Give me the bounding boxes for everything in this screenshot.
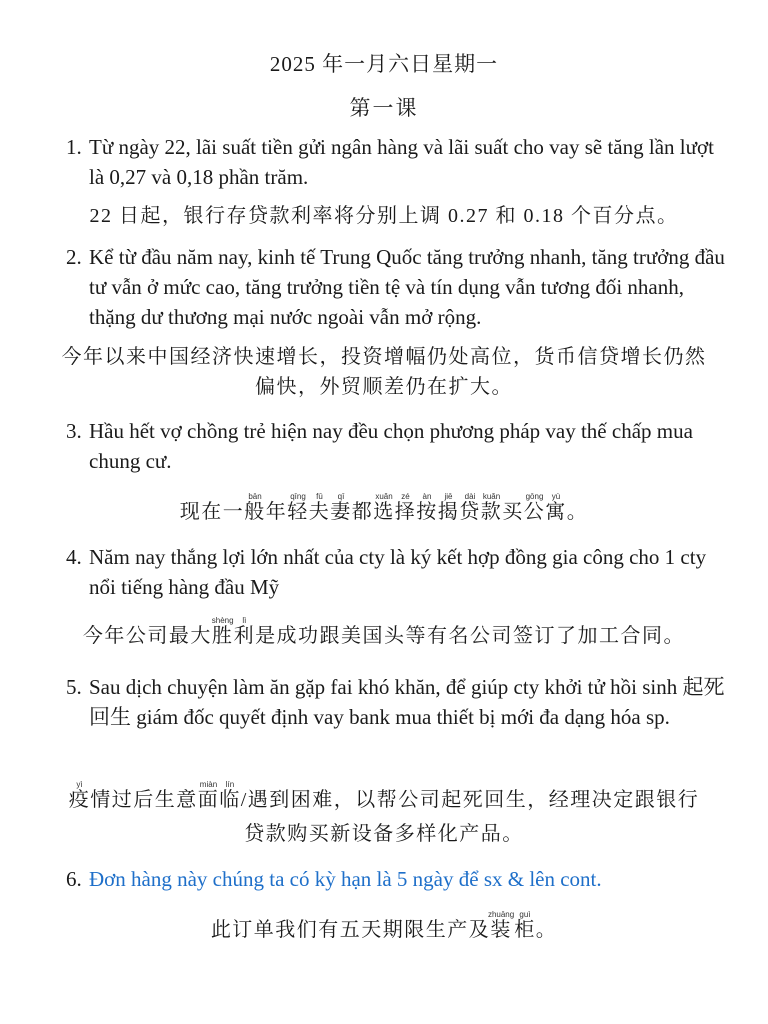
item-3-chinese bbox=[60, 492, 708, 529]
chinese-text-segment: 今年公司最大 bbox=[82, 625, 212, 647]
pinyin-annotated-char: 柜guì bbox=[514, 910, 536, 941]
pinyin-annotation: lín bbox=[219, 780, 241, 789]
pinyin-annotation: shèng bbox=[211, 616, 234, 625]
chinese-text-segment: 此订单我们有五天期限生产及 bbox=[210, 919, 491, 941]
pinyin-annotation: bān bbox=[244, 492, 266, 501]
chinese-text-segment: 年 bbox=[265, 501, 288, 523]
chinese-text-segment: 。 bbox=[566, 501, 589, 523]
item-1-vietnamese bbox=[66, 132, 726, 192]
item-3-vi-text: Hầu hết vợ chồng trẻ hiện nay đều chọn phương pháp vay thế chấp mua chung cư. bbox=[89, 419, 693, 473]
pinyin-annotated-char: 临lín bbox=[219, 780, 241, 811]
chinese-text-segment: 买 bbox=[502, 501, 524, 523]
item-6-vi-text: Đơn hàng này chúng ta có kỳ hạn là 5 ngày để sx & lên cont. bbox=[89, 867, 602, 891]
item-2-chinese: 今年以来中国经济快速增长，投资增幅仍处高位，货币信贷增长仍然偏快，外贸顺差仍在扩大。 bbox=[61, 346, 707, 398]
item-1-vi-text: Từ ngày 22, lãi suất tiền gửi ngân hàng và lãi suất cho vay sẽ tăng lần lượt là 0,27 và 0,18 phần trăm. bbox=[89, 135, 714, 189]
item-4-vi-text: Năm nay thắng lợi lớn nhất của cty là ký kết hợp đồng gia công cho 1 cty nổi tiếng hàng đầu Mỹ bbox=[89, 545, 707, 599]
pinyin-annotated-char: 揭jiē bbox=[437, 492, 460, 523]
item-2-number: 2. bbox=[66, 245, 82, 269]
item-4-number: 4. bbox=[66, 545, 82, 569]
pinyin-annotation: kuǎn bbox=[480, 492, 503, 501]
pinyin-annotation: fū bbox=[308, 492, 331, 501]
pinyin-annotation: àn bbox=[416, 492, 438, 501]
item-5-vi-text: Sau dịch chuyện làm ăn gặp fai khó khăn, để giúp cty khởi tử hồi sinh 起死回生 giám đốc quyết định vay bank mua thiết bị mới đa dạng hóa sp. bbox=[89, 675, 725, 729]
pinyin-annotated-char: 择zé bbox=[394, 492, 417, 523]
pinyin-annotation: qī bbox=[330, 492, 352, 501]
chinese-text-segment: 情过后生意 bbox=[90, 789, 198, 811]
pinyin-annotation: qīng bbox=[287, 492, 309, 501]
pinyin-annotation: guì bbox=[514, 910, 536, 919]
pinyin-annotated-char: 公gōng bbox=[523, 492, 546, 523]
pinyin-annotation: lì bbox=[233, 616, 256, 625]
pinyin-annotated-char: 寓yù bbox=[545, 492, 567, 523]
pinyin-annotation: yì bbox=[68, 780, 91, 789]
chinese-text-segment: 现在一 bbox=[179, 501, 245, 523]
pinyin-annotation: zhuāng bbox=[487, 910, 515, 919]
pinyin-annotated-char: 款kuǎn bbox=[480, 492, 503, 523]
item-6-chinese bbox=[60, 910, 708, 947]
pinyin-annotated-char: 妻qī bbox=[330, 492, 352, 523]
pinyin-annotated-char: 夫fū bbox=[308, 492, 331, 523]
item-4-vietnamese bbox=[66, 542, 726, 602]
item-3-vietnamese bbox=[66, 416, 726, 476]
document-date: 2025 年一月六日星期一 bbox=[269, 52, 499, 76]
item-5-vietnamese bbox=[66, 672, 726, 732]
pinyin-annotation: miàn bbox=[197, 780, 220, 789]
pinyin-annotated-char: 选xuǎn bbox=[373, 492, 395, 523]
item-2-vi-text: Kể từ đầu năm nay, kinh tế Trung Quốc tăng trưởng nhanh, tăng trưởng đầu tư vẫn ở mức cao, tăng trưởng tiền tệ và tín dụng vẫn tương đối nhanh, thặng dư thương mại nước ngoài vẫn mở rộng. bbox=[89, 245, 725, 329]
item-3-number: 3. bbox=[66, 419, 82, 443]
pinyin-annotated-char: 面miàn bbox=[197, 780, 220, 811]
chinese-text-segment: 都 bbox=[351, 501, 374, 523]
chinese-text-segment: 是成功跟美国头等有名公司签订了加工合同。 bbox=[255, 625, 686, 647]
pinyin-annotated-char: 疫yì bbox=[68, 780, 91, 811]
pinyin-annotation: yù bbox=[545, 492, 567, 501]
pinyin-annotation: dài bbox=[459, 492, 481, 501]
pinyin-annotation: xuǎn bbox=[373, 492, 395, 501]
item-6-vietnamese bbox=[66, 864, 726, 894]
pinyin-annotated-char: 贷dài bbox=[459, 492, 481, 523]
pinyin-annotation: zé bbox=[394, 492, 417, 501]
pinyin-annotation: gōng bbox=[523, 492, 546, 501]
item-1-number: 1. bbox=[66, 135, 82, 159]
pinyin-annotated-char: 按àn bbox=[416, 492, 438, 523]
chinese-text-segment: 。 bbox=[535, 919, 558, 941]
item-5-number: 5. bbox=[66, 675, 82, 699]
item-6-number: 6. bbox=[66, 867, 82, 891]
item-4-chinese bbox=[60, 616, 708, 653]
pinyin-annotated-char: 胜shèng bbox=[211, 616, 234, 647]
pinyin-annotated-char: 般bān bbox=[244, 492, 266, 523]
pinyin-annotated-char: 轻qīng bbox=[287, 492, 309, 523]
pinyin-annotated-char: 利lì bbox=[233, 616, 256, 647]
item-5-chinese bbox=[60, 780, 708, 851]
item-2-vietnamese bbox=[66, 242, 726, 332]
lesson-title: 第一课 bbox=[349, 96, 419, 120]
pinyin-annotation: jiē bbox=[437, 492, 460, 501]
chinese-text-segment: /遇到困难，以帮公司起死回生，经理决定跟银行贷款购买新设备多样化产品。 bbox=[240, 789, 700, 845]
pinyin-annotated-char: 装zhuāng bbox=[487, 910, 515, 941]
item-1-chinese: 22 日起，银行存贷款利率将分别上调 0.27 和 0.18 个百分点。 bbox=[89, 205, 679, 227]
